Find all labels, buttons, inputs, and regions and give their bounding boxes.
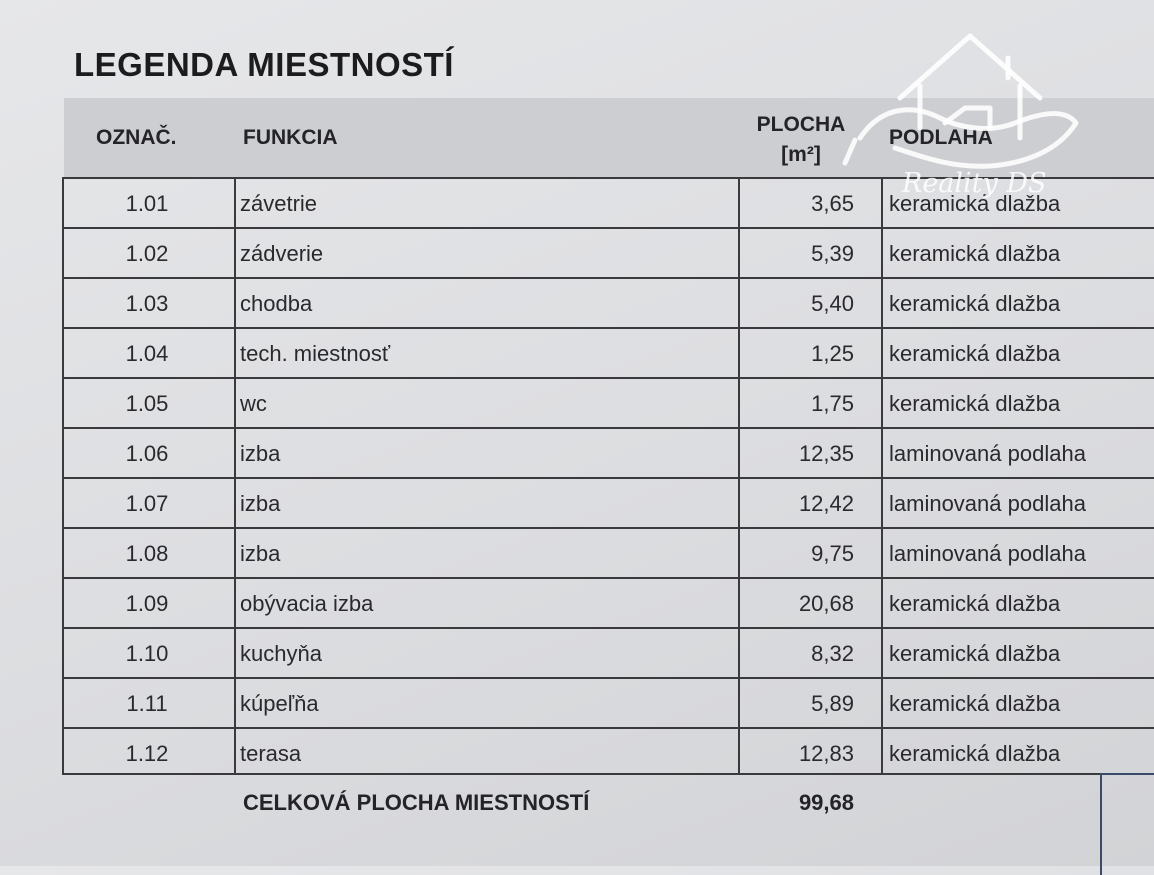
room-function: wc: [240, 391, 267, 416]
header-function: FUNKCIA: [243, 126, 338, 149]
room-floor: keramická dlažba: [889, 691, 1061, 716]
room-code: 1.06: [125, 441, 169, 466]
header-floor: PODLAHA: [889, 126, 993, 149]
column-divider: [738, 177, 740, 774]
header-code: OZNAČ.: [96, 126, 177, 149]
room-function: obývacia izba: [240, 591, 374, 616]
room-code: 1.12: [125, 741, 169, 766]
table-row: [62, 727, 1154, 777]
room-area: 1,25: [811, 341, 854, 366]
room-area: 9,75: [811, 541, 854, 566]
table-row: [62, 227, 1154, 277]
corner-frame: [1100, 773, 1154, 875]
room-area: 12,83: [798, 741, 854, 766]
header-area-label: PLOCHA: [756, 113, 846, 136]
room-function: izba: [240, 541, 281, 566]
room-function: izba: [240, 441, 281, 466]
table-row: [62, 527, 1154, 577]
room-area: 20,68: [798, 591, 854, 616]
header-area: [746, 110, 856, 170]
room-area: 1,75: [811, 391, 854, 416]
room-floor: keramická dlažba: [889, 641, 1061, 666]
table-row: [62, 377, 1154, 427]
table-row: [62, 627, 1154, 677]
room-area: 5,89: [811, 691, 854, 716]
rooms-table: [62, 177, 1154, 774]
room-function: zádverie: [240, 241, 324, 266]
column-divider: [234, 177, 236, 774]
table-row: [62, 577, 1154, 627]
room-area: 5,40: [811, 291, 854, 316]
table-border-bottom: [62, 773, 1154, 775]
table-row: [62, 477, 1154, 527]
page-title: LEGENDA MIESTNOSTÍ: [74, 46, 454, 83]
total-label: CELKOVÁ PLOCHA MIESTNOSTÍ: [243, 790, 590, 815]
table-row: [62, 427, 1154, 477]
room-code: 1.10: [125, 641, 169, 666]
total-value: 99,68: [798, 790, 854, 815]
room-floor: laminovaná podlaha: [889, 541, 1086, 566]
room-floor: keramická dlažba: [889, 291, 1061, 316]
room-floor: keramická dlažba: [889, 391, 1061, 416]
header-area-unit: [m²]: [781, 143, 821, 166]
room-function: kúpeľňa: [240, 691, 319, 716]
room-code: 1.03: [125, 291, 169, 316]
room-function: chodba: [240, 291, 313, 316]
watermark-text: Reality DS: [902, 168, 1047, 199]
table-row: [62, 327, 1154, 377]
room-area: 12,35: [798, 441, 854, 466]
room-floor: laminovaná podlaha: [889, 491, 1086, 516]
room-area: 8,32: [811, 641, 854, 666]
room-function: závetrie: [240, 191, 318, 216]
table-row: [62, 677, 1154, 727]
room-floor: keramická dlažba: [889, 591, 1061, 616]
room-code: 1.09: [125, 591, 169, 616]
room-floor: laminovaná podlaha: [889, 441, 1086, 466]
column-divider: [881, 177, 883, 774]
room-area: 3,65: [811, 191, 854, 216]
table-border-left: [62, 177, 64, 774]
room-code: 1.04: [125, 341, 169, 366]
room-function: tech. miestnosť: [240, 341, 391, 366]
room-floor: keramická dlažba: [889, 741, 1061, 766]
room-function: kuchyňa: [240, 641, 322, 666]
room-code: 1.02: [125, 241, 169, 266]
room-code: 1.11: [126, 691, 168, 716]
room-function: izba: [240, 491, 281, 516]
room-code: 1.07: [125, 491, 169, 516]
room-area: 5,39: [811, 241, 854, 266]
room-area: 12,42: [798, 491, 854, 516]
room-floor: keramická dlažba: [889, 241, 1061, 266]
room-code: 1.01: [125, 191, 169, 216]
room-floor: keramická dlažba: [889, 341, 1061, 366]
table-row: [62, 277, 1154, 327]
room-function: terasa: [240, 741, 302, 766]
room-code: 1.05: [125, 391, 169, 416]
room-code: 1.08: [125, 541, 169, 566]
room-floor: keramická dlažba: [889, 191, 1061, 216]
